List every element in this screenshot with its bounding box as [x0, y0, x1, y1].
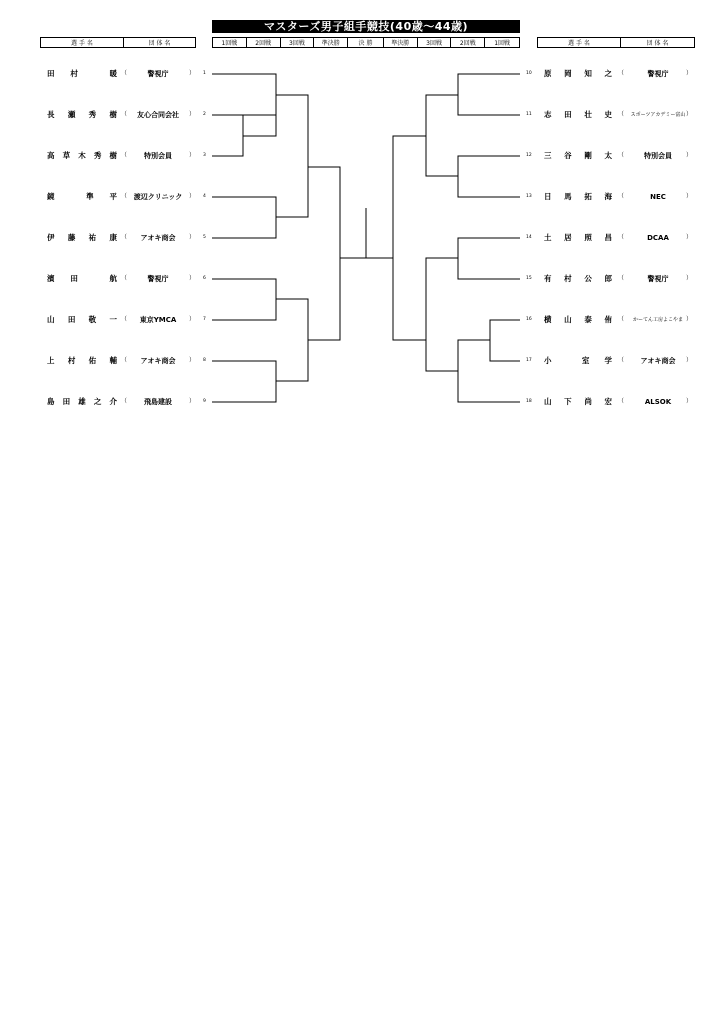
- paren-open: （: [618, 357, 625, 364]
- bracket-line: [393, 74, 520, 258]
- paren-open: （: [618, 398, 625, 405]
- name-char: 宏: [604, 397, 612, 406]
- round-label: 2回戦: [247, 38, 281, 47]
- name-char: 室: [581, 356, 590, 365]
- name-char: 有: [544, 274, 552, 283]
- paren-open: （: [618, 111, 625, 118]
- team-name: 渡辺クリニック: [133, 193, 183, 201]
- name-char: 一: [109, 315, 117, 324]
- name-char: 祐: [88, 233, 97, 242]
- seed-number: 15: [526, 276, 532, 281]
- paren-open: （: [121, 357, 128, 364]
- paren-close: ）: [189, 234, 196, 241]
- name-char: 尚: [584, 397, 592, 406]
- team-name: 警視庁: [647, 275, 669, 283]
- name-char: 小: [544, 356, 552, 365]
- name-char: 土: [544, 233, 552, 242]
- round-label: 1回戦: [494, 40, 511, 47]
- seed-number: 10: [526, 71, 532, 76]
- paren-open: （: [121, 234, 128, 241]
- name-char: 海: [604, 192, 612, 201]
- name-char: 村: [564, 274, 572, 283]
- paren-close: ）: [189, 111, 196, 118]
- paren-close: ）: [686, 193, 693, 200]
- seed-number: 3: [203, 153, 206, 158]
- name-char: 下: [564, 397, 572, 406]
- paren-close: ）: [686, 357, 693, 364]
- team-name: アオキ商会: [640, 357, 676, 365]
- name-char: 学: [604, 356, 612, 365]
- team-name: 特別会員: [144, 152, 172, 160]
- name-char: 山: [544, 397, 552, 406]
- name-char: 拓: [584, 192, 592, 201]
- paren-close: ）: [686, 275, 693, 282]
- seed-number: 11: [526, 112, 532, 117]
- paren-open: （: [121, 111, 128, 118]
- paren-open: （: [618, 152, 625, 159]
- paren-open: （: [121, 398, 128, 405]
- seed-number: 18: [526, 399, 532, 404]
- paren-close: ）: [189, 70, 196, 77]
- name-char: 村: [70, 69, 78, 78]
- paren-close: ）: [686, 152, 693, 159]
- round-label: 準決勝: [314, 38, 348, 47]
- paren-open: （: [121, 275, 128, 282]
- round-label: 3回戦: [418, 38, 452, 47]
- paren-open: （: [121, 152, 128, 159]
- paren-close: ）: [189, 357, 196, 364]
- round-label: 決 勝: [348, 38, 384, 47]
- seed-number: 1: [203, 71, 206, 76]
- name-char: 輔: [109, 356, 117, 365]
- name-char: 之: [604, 69, 612, 78]
- team-name: アオキ商会: [140, 234, 176, 242]
- name-char: 準: [86, 192, 94, 201]
- bracket-line: [212, 167, 340, 258]
- team-name: 警視庁: [147, 275, 169, 283]
- name-char: 島: [47, 397, 55, 406]
- left-header-team: 団 体 名: [148, 40, 171, 47]
- team-name: ALSOK: [644, 398, 672, 406]
- name-char: 谷: [564, 151, 572, 160]
- name-char: 公: [584, 274, 592, 283]
- team-name: 警視庁: [647, 70, 669, 78]
- name-char: 三: [544, 151, 552, 160]
- bracket-line: [212, 279, 308, 340]
- right-header-player: 選 手 名: [538, 38, 621, 47]
- name-char: 侑: [604, 315, 612, 324]
- name-char: 樹: [109, 151, 117, 160]
- paren-close: ）: [189, 316, 196, 323]
- name-char: 馬: [564, 192, 572, 201]
- team-name: 東京YMCA: [139, 316, 177, 324]
- name-char: 航: [109, 274, 117, 283]
- round-label: 1回戦: [213, 38, 247, 47]
- team-name: かーてん工房よこやま: [632, 317, 683, 323]
- seed-number: 5: [203, 235, 206, 240]
- left-header-player: 選 手 名: [41, 38, 124, 47]
- round-label: 2回戦: [451, 38, 485, 47]
- bracket-line: [393, 258, 520, 402]
- paren-open: （: [121, 316, 128, 323]
- name-char: 暖: [109, 69, 117, 78]
- bracket-line: [212, 95, 276, 156]
- name-char: 山: [564, 315, 572, 324]
- name-char: 平: [109, 192, 117, 201]
- seed-number: 4: [203, 194, 206, 199]
- team-name: スポーツアカデミー富山: [630, 112, 686, 118]
- seed-number: 16: [526, 317, 532, 322]
- paren-close: ）: [189, 152, 196, 159]
- name-char: 藤: [67, 233, 76, 242]
- name-char: 秀: [93, 151, 102, 160]
- name-char: 介: [109, 397, 117, 406]
- name-char: 剛: [584, 151, 592, 160]
- round-label: 3回戦: [281, 38, 315, 47]
- name-char: 照: [584, 233, 592, 242]
- paren-open: （: [618, 234, 625, 241]
- paren-open: （: [618, 275, 625, 282]
- paren-open: （: [618, 70, 625, 77]
- paren-close: ）: [686, 111, 693, 118]
- name-char: 壮: [584, 110, 592, 119]
- team-name: 友心合同会社: [137, 111, 179, 119]
- paren-close: ）: [686, 234, 693, 241]
- seed-number: 12: [526, 153, 532, 158]
- name-char: 鏡: [47, 192, 55, 201]
- name-char: 日: [544, 192, 552, 201]
- paren-close: ）: [686, 316, 693, 323]
- paren-close: ）: [189, 275, 196, 282]
- name-char: 岡: [564, 69, 572, 78]
- name-char: 敬: [88, 315, 97, 324]
- name-char: 田: [70, 274, 78, 283]
- right-header-team: 団 体 名: [646, 40, 669, 47]
- seed-number: 14: [526, 235, 532, 240]
- name-char: 泰: [584, 315, 592, 324]
- name-char: 樹: [109, 110, 117, 119]
- name-char: 山: [47, 315, 55, 324]
- name-char: 高: [47, 151, 55, 160]
- name-char: 太: [604, 151, 612, 160]
- name-char: 史: [604, 110, 612, 119]
- paren-open: （: [618, 193, 625, 200]
- bracket-line: [426, 238, 520, 340]
- name-char: 伊: [47, 233, 55, 242]
- name-char: 田: [67, 315, 76, 324]
- name-char: 居: [564, 233, 572, 242]
- name-char: 郎: [604, 274, 612, 283]
- name-char: 知: [584, 69, 592, 78]
- name-char: 田: [62, 397, 71, 406]
- paren-close: ）: [686, 70, 693, 77]
- bracket-line: [212, 74, 308, 167]
- paren-open: （: [121, 70, 128, 77]
- name-char: 康: [109, 233, 117, 242]
- name-char: 瀬: [67, 110, 76, 119]
- name-char: 長: [47, 110, 55, 119]
- seed-number: 13: [526, 194, 532, 199]
- team-name: 警視庁: [147, 70, 169, 78]
- team-name: アオキ商会: [140, 357, 176, 365]
- name-char: 秀: [88, 110, 97, 119]
- round-label: 準決勝: [384, 38, 418, 47]
- name-char: 志: [544, 110, 552, 119]
- name-char: 昌: [604, 233, 612, 242]
- name-char: 濱: [47, 274, 55, 283]
- team-name: NEC: [650, 193, 666, 201]
- paren-close: ）: [686, 398, 693, 405]
- seed-number: 8: [203, 358, 206, 363]
- name-char: 之: [93, 397, 102, 406]
- seed-number: 2: [203, 112, 206, 117]
- name-char: 草: [62, 151, 71, 160]
- seed-number: 9: [203, 399, 206, 404]
- team-name: DCAA: [647, 234, 669, 242]
- name-char: 田: [564, 110, 572, 119]
- name-char: 原: [544, 69, 552, 78]
- paren-open: （: [121, 193, 128, 200]
- name-char: 木: [78, 151, 86, 160]
- name-char: 田: [47, 69, 55, 78]
- seed-number: 6: [203, 276, 206, 281]
- name-char: 村: [67, 356, 76, 365]
- name-char: 佑: [88, 356, 97, 365]
- name-char: 上: [47, 356, 55, 365]
- paren-open: （: [618, 316, 625, 323]
- seed-number: 17: [526, 358, 532, 363]
- name-char: 雄: [78, 397, 86, 406]
- name-char: 横: [544, 315, 552, 324]
- seed-number: 7: [203, 317, 206, 322]
- paren-close: ）: [189, 398, 196, 405]
- team-name: 特別会員: [644, 152, 672, 160]
- page-title: マスターズ男子組手競技(40歳～44歳): [212, 20, 520, 33]
- paren-close: ）: [189, 193, 196, 200]
- team-name: 飛島建設: [144, 398, 172, 406]
